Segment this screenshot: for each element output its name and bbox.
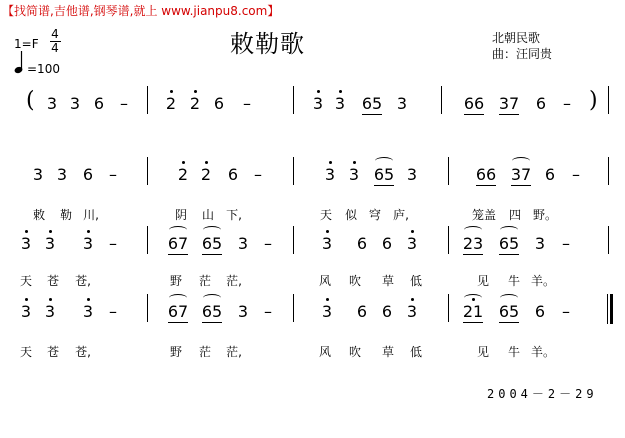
note: 3 — [406, 234, 418, 253]
time-signature — [48, 28, 62, 55]
note: 2 — [165, 94, 177, 113]
dash-note: – — [109, 302, 117, 321]
octave-dot — [25, 230, 28, 233]
quarter-note-icon — [14, 50, 23, 74]
lyric: 野。 — [532, 208, 558, 222]
note: 2 — [189, 94, 201, 113]
octave-dot — [339, 90, 342, 93]
lyric: 茫, — [226, 274, 242, 288]
tie-arc — [169, 226, 187, 234]
octave-dot — [411, 298, 414, 301]
lyric: 苍, — [75, 274, 91, 288]
barline — [448, 294, 449, 322]
note: 3 — [237, 234, 249, 253]
tie-arc — [203, 294, 221, 302]
note: 3 — [82, 234, 94, 253]
barline — [293, 294, 294, 322]
lyric: 下, — [226, 208, 242, 222]
barline — [147, 294, 148, 322]
lyric: 天 — [19, 274, 33, 288]
note: 66 — [475, 165, 497, 184]
note-underline — [476, 185, 496, 186]
lyric: 川, — [83, 208, 99, 222]
lyric: 见 — [476, 274, 490, 288]
octave-dot — [329, 161, 332, 164]
composer-label: 曲：汪同贵 — [492, 47, 553, 61]
note: 3 — [324, 165, 336, 184]
barline — [147, 226, 148, 254]
site-banner[interactable]: 【找简谱,吉他谱,钢琴谱,就上 www.jianpu8.com】 — [2, 4, 280, 18]
close-paren: ) — [589, 88, 598, 113]
note: 6 — [381, 234, 393, 253]
note: 65 — [373, 165, 395, 184]
lyric: 风 — [318, 345, 332, 359]
dash-note: – — [562, 302, 570, 321]
barline — [293, 157, 294, 185]
octave-dot — [49, 298, 52, 301]
octave-dot — [170, 90, 173, 93]
note: 37 — [510, 165, 532, 184]
note-underline — [362, 114, 382, 115]
lyric: 野 — [169, 274, 183, 288]
dash-note: – — [254, 165, 262, 184]
note: 3 — [406, 302, 418, 321]
note: 3 — [46, 94, 58, 113]
note: 3 — [20, 302, 32, 321]
octave-dot — [25, 298, 28, 301]
dash-note: – — [109, 165, 117, 184]
note-underline — [511, 185, 531, 186]
lyric: 阴 — [174, 208, 188, 222]
note: 3 — [334, 94, 346, 113]
tempo-marking: =100 — [27, 62, 60, 76]
note: 6 — [213, 94, 225, 113]
tie-arc — [375, 157, 393, 165]
octave-dot — [326, 298, 329, 301]
score-line — [0, 165, 625, 222]
final-barline-thick — [610, 294, 613, 324]
lyric: 苍, — [75, 345, 91, 359]
lyric: 茫, — [226, 345, 242, 359]
barline — [608, 226, 609, 254]
note: 6 — [227, 165, 239, 184]
note: 37 — [498, 94, 520, 113]
octave-dot — [326, 230, 329, 233]
lyric: 风 — [318, 274, 332, 288]
dash-note: – — [264, 302, 272, 321]
barline — [608, 157, 609, 185]
dash-note: – — [572, 165, 580, 184]
octave-dot — [317, 90, 320, 93]
lyric: 见 — [476, 345, 490, 359]
note: 3 — [237, 302, 249, 321]
octave-dot — [182, 161, 185, 164]
lyric: 吹 — [348, 274, 362, 288]
score-line — [0, 234, 625, 288]
barline — [448, 226, 449, 254]
lyric: 羊。 — [530, 345, 556, 359]
note: 65 — [201, 234, 223, 253]
barline — [608, 86, 609, 114]
lyric: 野 — [169, 345, 183, 359]
note: 3 — [69, 94, 81, 113]
note: 6 — [535, 94, 547, 113]
note: 6 — [381, 302, 393, 321]
tie-arc — [464, 226, 482, 234]
score-line — [0, 88, 625, 134]
dash-note: – — [264, 234, 272, 253]
note: 6 — [534, 302, 546, 321]
note: 3 — [534, 234, 546, 253]
note: 6 — [544, 165, 556, 184]
octave-dot — [353, 161, 356, 164]
octave-dot — [87, 230, 90, 233]
note: 3 — [321, 302, 333, 321]
note: 66 — [463, 94, 485, 113]
lyric: 牛 — [507, 274, 521, 288]
note: 3 — [396, 94, 408, 113]
lyric: 山 — [201, 208, 215, 222]
note: 65 — [361, 94, 383, 113]
date-label: 2004－2－29 — [487, 387, 598, 401]
lyric: 茫 — [198, 345, 212, 359]
barline — [293, 226, 294, 254]
note: 2 — [177, 165, 189, 184]
lyric: 勒 — [59, 208, 73, 222]
note: 67 — [167, 234, 189, 253]
note: 3 — [321, 234, 333, 253]
tie-arc — [169, 294, 187, 302]
octave-dot — [205, 161, 208, 164]
lyric: 穹 — [368, 208, 382, 222]
note-underline — [463, 322, 483, 323]
barline — [448, 157, 449, 185]
source-label: 北朝民歌 — [492, 31, 541, 45]
lyric: 笼盖 — [471, 208, 497, 222]
lyric: 天 — [19, 345, 33, 359]
note-underline — [464, 114, 484, 115]
note: 3 — [32, 165, 44, 184]
lyric: 吹 — [348, 345, 362, 359]
note: 3 — [20, 234, 32, 253]
lyric: 低 — [409, 345, 423, 359]
lyric: 草 — [381, 274, 395, 288]
note-underline — [499, 254, 519, 255]
song-title: 敕勒歌 — [230, 30, 305, 58]
score-line — [0, 302, 625, 359]
dash-note: – — [109, 234, 117, 253]
meter-bottom: 4 — [51, 41, 59, 55]
note-underline — [463, 254, 483, 255]
note: 6 — [82, 165, 94, 184]
octave-dot — [194, 90, 197, 93]
lyric: 羊。 — [530, 274, 556, 288]
dash-note: – — [120, 94, 128, 113]
note: 3 — [312, 94, 324, 113]
note: 65 — [498, 234, 520, 253]
barline — [441, 86, 442, 114]
octave-dot — [49, 230, 52, 233]
lyric: 敕 — [32, 208, 46, 222]
open-paren: ( — [26, 88, 35, 113]
note: 6 — [93, 94, 105, 113]
note: 67 — [167, 302, 189, 321]
note-underline — [168, 322, 188, 323]
note: 3 — [348, 165, 360, 184]
lyric: 似 — [344, 208, 358, 222]
note: 65 — [498, 302, 520, 321]
dash-note: – — [563, 94, 571, 113]
note-underline — [499, 114, 519, 115]
note: 3 — [406, 165, 418, 184]
lyric: 苍 — [46, 345, 60, 359]
note-underline — [202, 322, 222, 323]
lyric: 低 — [409, 274, 423, 288]
note: 3 — [56, 165, 68, 184]
lyric: 牛 — [507, 345, 521, 359]
note-underline — [374, 185, 394, 186]
barline — [293, 86, 294, 114]
lyric: 庐, — [393, 208, 409, 222]
note: 65 — [201, 302, 223, 321]
dash-note: – — [562, 234, 570, 253]
key-signature: 1=F — [14, 37, 39, 51]
lyric: 天 — [319, 208, 333, 222]
lyric: 苍 — [46, 274, 60, 288]
lyric: 茫 — [198, 274, 212, 288]
note-underline — [499, 322, 519, 323]
tie-arc — [500, 294, 518, 302]
meter-top: 4 — [51, 27, 59, 41]
tie-arc — [203, 226, 221, 234]
dash-note: – — [243, 94, 251, 113]
octave-dot — [87, 298, 90, 301]
note-underline — [202, 254, 222, 255]
barline — [147, 157, 148, 185]
barline — [147, 86, 148, 114]
note: 3 — [44, 302, 56, 321]
tie-arc — [512, 157, 530, 165]
lyric: 四 — [508, 208, 522, 222]
note: 21 — [462, 302, 484, 321]
note: 6 — [356, 302, 368, 321]
final-barline-thin — [607, 294, 608, 324]
note: 23 — [462, 234, 484, 253]
octave-dot — [472, 298, 475, 301]
lyric: 草 — [381, 345, 395, 359]
octave-dot — [411, 230, 414, 233]
note: 3 — [82, 302, 94, 321]
note: 6 — [356, 234, 368, 253]
note: 2 — [200, 165, 212, 184]
tie-arc — [500, 226, 518, 234]
note-underline — [168, 254, 188, 255]
note: 3 — [44, 234, 56, 253]
